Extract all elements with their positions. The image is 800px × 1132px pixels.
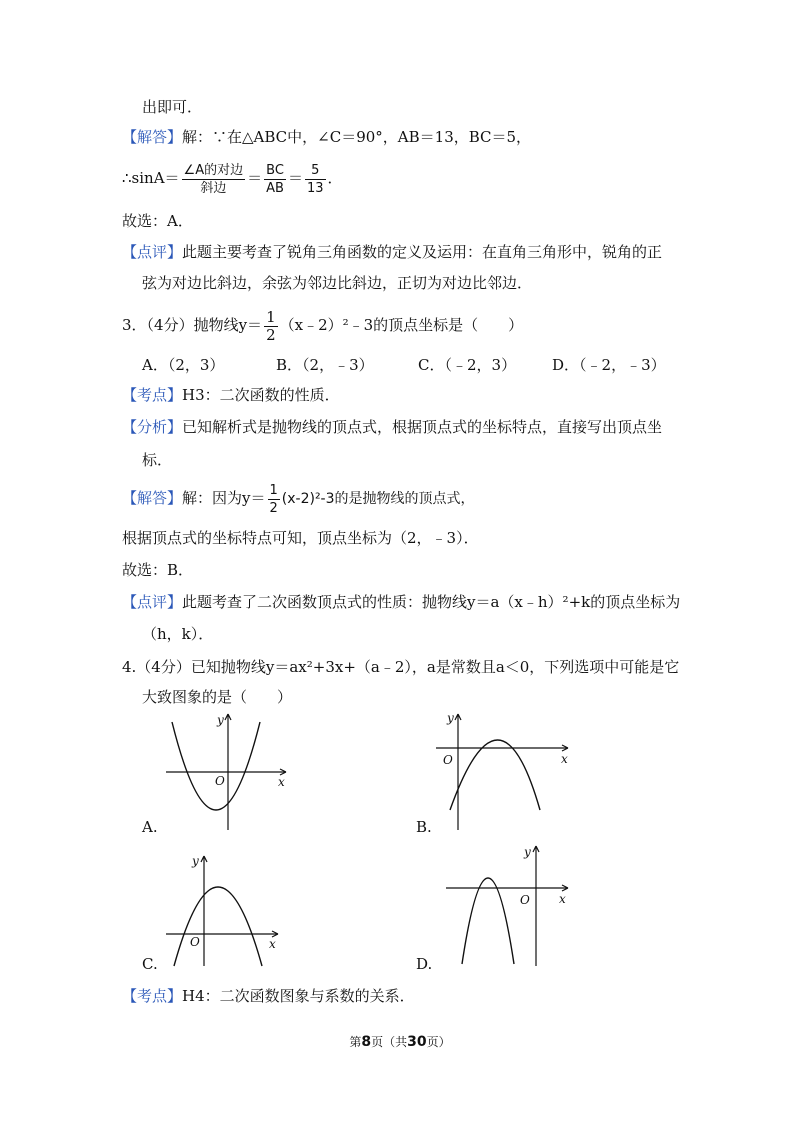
- origin-label: O: [215, 774, 225, 788]
- option-a: A．（2，3）: [142, 356, 225, 374]
- jieda-tag: 【解答】: [122, 489, 183, 507]
- question-4-stem-2: 大致图象的是（ ）: [142, 688, 293, 706]
- footer-text: 第: [349, 1035, 362, 1049]
- y-axis-label: y: [217, 713, 224, 727]
- graph-b: [430, 710, 580, 830]
- text-line: 出即可．: [142, 98, 203, 116]
- kaodian-line: [122, 985, 415, 1007]
- denominator: 2: [266, 325, 276, 344]
- dianping-line-2: （h，k）．: [142, 625, 214, 643]
- fenxi-tag: 【分析】: [122, 418, 183, 436]
- fraction: [268, 482, 280, 517]
- dianping-tag: 【点评】: [122, 593, 183, 611]
- kaodian-text: H4：二次函数图象与系数的关系．: [182, 987, 415, 1005]
- origin-label: O: [443, 753, 453, 767]
- fraction: [182, 162, 246, 197]
- comment-text: 此题主要考查了锐角三角函数的定义及运用：在直角三角形中，锐角的正: [182, 243, 663, 261]
- option-b: B．（2，﹣3）: [276, 356, 374, 374]
- numerator: ∠A的对边: [183, 162, 244, 178]
- jieda-text: (x-2)²-3的是抛物线的顶点式，: [281, 491, 475, 507]
- origin-label: O: [520, 893, 530, 907]
- numerator: 5: [305, 162, 326, 180]
- question-4-stem: 4.（4分）已知抛物线y＝ax²+3x+（a﹣2），a是常数且a＜0，下列选项中可能是它: [122, 658, 680, 676]
- denominator: 斜边: [200, 180, 227, 196]
- fenxi-text: 已知解析式是抛物线的顶点式，根据顶点式的坐标特点，直接写出顶点坐: [182, 418, 663, 436]
- graph-a: [160, 710, 300, 830]
- fenxi-line: [122, 416, 662, 438]
- equals: ＝: [287, 169, 303, 187]
- sin-formula: [122, 158, 343, 198]
- jieda-text: 解：因为y＝: [182, 489, 266, 507]
- y-axis-label: y: [524, 845, 531, 859]
- graph-d: [440, 842, 580, 967]
- fenxi-line-2: 标．: [142, 451, 173, 469]
- comment-line: [122, 241, 662, 263]
- dianping-line: [122, 591, 680, 613]
- option-c: C．（﹣2，3）: [418, 356, 517, 374]
- equals: ＝: [247, 169, 263, 187]
- fraction: [264, 309, 278, 344]
- x-axis-label: x: [269, 937, 276, 951]
- kaodian-tag: 【考点】: [122, 987, 183, 1005]
- graph-d-label: D.: [416, 955, 433, 973]
- fraction: [305, 162, 326, 197]
- jieda-line-2: 根据顶点式的坐标特点可知，顶点坐标为（2，﹣3）．: [122, 529, 479, 547]
- total-pages: 30: [407, 1034, 427, 1050]
- origin-label: O: [190, 935, 200, 949]
- numerator: 1: [266, 307, 276, 326]
- graph-c: [160, 848, 290, 968]
- page-footer: [0, 1031, 800, 1053]
- numerator: BC: [264, 162, 286, 180]
- kaodian-tag: 【考点】: [122, 386, 183, 404]
- kaodian-text: H3：二次函数的性质．: [182, 386, 340, 404]
- numerator: 1: [269, 482, 278, 498]
- period: ．: [327, 169, 343, 187]
- x-axis-label: x: [278, 775, 285, 789]
- dianping-text: 此题考查了二次函数顶点式的性质：抛物线y＝a（x﹣h）²+k的顶点坐标为: [182, 593, 681, 611]
- footer-text: 页（共: [371, 1035, 408, 1049]
- denominator: AB: [266, 180, 284, 196]
- option-d: D．（﹣2，﹣3）: [552, 356, 666, 374]
- page-number: 8: [361, 1034, 372, 1050]
- x-axis-label: x: [561, 752, 568, 766]
- graph-a-label: A.: [142, 818, 158, 836]
- answer-tag: 【解答】: [122, 128, 183, 146]
- graph-c-label: C.: [142, 955, 158, 973]
- graph-b-label: B.: [416, 818, 432, 836]
- question-3-stem: [122, 307, 523, 344]
- y-axis-label: y: [192, 854, 199, 868]
- choice-line: 故选：B．: [122, 561, 194, 579]
- denominator: 2: [269, 500, 278, 516]
- comment-tag: 【点评】: [122, 243, 183, 261]
- choice-line: 故选：A．: [122, 212, 193, 230]
- x-axis-label: x: [559, 892, 566, 906]
- stem-part: （x﹣2）²﹣3的顶点坐标是（ ）: [279, 316, 524, 334]
- y-axis-label: y: [447, 711, 454, 725]
- stem-part: 3．（4分）抛物线y＝: [122, 316, 263, 334]
- formula-prefix: ∴sinA＝: [122, 169, 180, 187]
- footer-text: 页）: [426, 1035, 451, 1049]
- answer-line: [122, 126, 531, 148]
- jieda-line: [122, 480, 475, 517]
- kaodian-line: [122, 384, 340, 406]
- comment-line-2: 弦为对边比斜边，余弦为邻边比斜边，正切为对边比邻边．: [142, 274, 533, 292]
- fraction: [264, 162, 286, 197]
- denominator: 13: [306, 180, 324, 196]
- answer-text: 解：∵在△ABC中，∠C＝90°，AB＝13，BC＝5，: [182, 128, 532, 146]
